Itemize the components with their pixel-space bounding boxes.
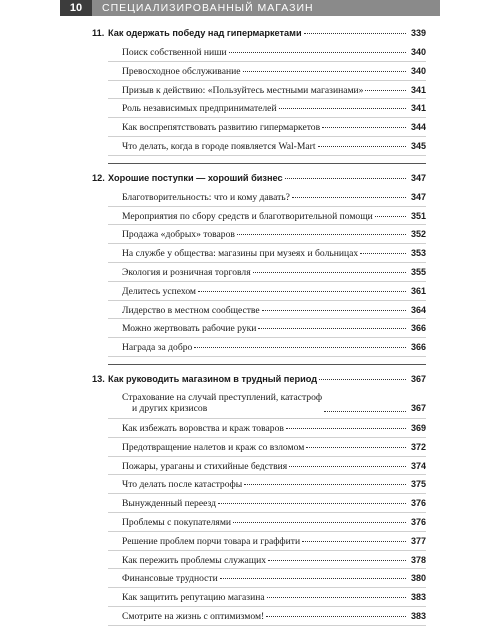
toc-entry[interactable] (108, 99, 426, 118)
entry-page: 372 (410, 441, 426, 452)
entry-title: Поиск собственной ниши (122, 47, 227, 58)
toc-entry[interactable] (108, 282, 426, 301)
toc-entry[interactable] (108, 438, 426, 457)
dot-leader (262, 310, 406, 311)
dot-leader (229, 52, 406, 53)
entry-title: Вынужденный переезд (122, 498, 216, 510)
dot-leader (292, 197, 406, 198)
dot-leader (198, 291, 406, 292)
dot-leader (318, 146, 407, 147)
entry-page: 355 (410, 266, 426, 277)
toc-entry[interactable] (108, 81, 426, 100)
toc-entry[interactable] (108, 188, 426, 207)
dot-leader (243, 71, 407, 72)
entry-page: 344 (410, 122, 426, 133)
entry-title: Что делать после катастрофы (122, 479, 243, 491)
chapter-title: Хорошие поступки — хороший бизнес (108, 172, 283, 183)
entry-page: 375 (410, 479, 426, 490)
toc-entry[interactable] (108, 475, 426, 494)
entry-title: Предотвращение налетов и краж со взломом (122, 441, 305, 453)
dot-leader (322, 127, 406, 128)
toc-entry[interactable] (108, 457, 426, 476)
chapter-page: 367 (410, 373, 426, 384)
running-title: СПЕЦИАЛИЗИРОВАННЫЙ МАГАЗИН (102, 2, 314, 14)
entry-title: Мероприятия по сбору средств и благотворительной помощи (122, 210, 373, 222)
toc-entry[interactable] (108, 389, 426, 419)
entry-title: Можно жертвовать рабочие руки (122, 323, 257, 335)
entry-page: 347 (410, 191, 426, 202)
toc-entry[interactable] (108, 207, 426, 226)
entry-page: 361 (410, 285, 426, 296)
entry-title: Как защитить репутацию магазина (122, 592, 265, 604)
toc-entry[interactable] (108, 607, 426, 626)
page-number: 10 (60, 0, 92, 16)
dot-leader (365, 90, 406, 91)
toc-entry[interactable] (108, 43, 426, 62)
dot-leader (375, 216, 406, 217)
entry-page: 367 (410, 402, 426, 413)
entry-title: Как избежать воровства и краж товаров (122, 422, 284, 434)
chapter-title: Как одержать победу над гипермаркетами (108, 28, 302, 38)
toc-entry[interactable] (108, 569, 426, 588)
chapter-13 (92, 370, 426, 626)
entry-page: 378 (410, 554, 426, 565)
dot-leader (286, 428, 406, 429)
entry-page: 341 (410, 103, 426, 114)
toc-entry[interactable] (108, 551, 426, 570)
toc-entry[interactable] (108, 419, 426, 438)
toc-entry[interactable] (108, 62, 426, 81)
entry-title: На службе у общества: магазины при музеях и больницах (122, 248, 359, 260)
entry-page: 366 (410, 342, 426, 353)
dot-leader (267, 597, 406, 598)
toc-entry[interactable] (108, 263, 426, 282)
entry-page: 345 (410, 140, 426, 151)
entry-page: 377 (410, 535, 426, 546)
dot-leader (253, 272, 406, 273)
running-header (60, 0, 440, 16)
entry-title: Роль независимых предпринимателей (122, 103, 277, 115)
entry-title: Как пережить проблемы служащих (122, 554, 267, 566)
chapter-title: Как руководить магазином в трудный период (108, 373, 318, 384)
entry-title-line2: и других кризисов (132, 402, 208, 414)
toc-entry[interactable] (108, 137, 426, 156)
toc-entry[interactable] (108, 118, 426, 137)
entry-title: Как воспрепятствовать развитию гипермаркетов (122, 122, 321, 134)
dot-leader (237, 234, 406, 235)
dot-leader (218, 503, 406, 504)
chapter-heading[interactable] (92, 24, 426, 43)
dot-leader (268, 560, 406, 561)
dot-leader (289, 466, 406, 467)
entry-page: 341 (410, 84, 426, 95)
chapter-page: 347 (410, 172, 426, 183)
chapter-divider (108, 364, 426, 365)
dot-leader (285, 178, 406, 179)
toc-entry[interactable] (108, 338, 426, 357)
toc-entry[interactable] (108, 244, 426, 263)
entry-page: 366 (410, 323, 426, 334)
chapter-divider (108, 163, 426, 164)
entry-page: 383 (410, 610, 426, 621)
entry-title: Лидерство в местном сообществе (122, 304, 260, 316)
entry-page: 369 (410, 422, 426, 433)
entry-page: 383 (410, 592, 426, 603)
entry-title: Пожары, ураганы и стихийные бедствия (122, 460, 288, 472)
entry-page: 376 (410, 498, 426, 509)
entry-page: 353 (410, 248, 426, 259)
chapter-12 (92, 169, 426, 357)
chapter-number: 11. (92, 28, 105, 38)
chapter-number: 12. (92, 172, 105, 183)
entry-title: Проблемы с покупателями (122, 516, 232, 528)
dot-leader (324, 411, 406, 412)
entry-title: Награда за добро (122, 342, 193, 354)
toc-entry[interactable] (108, 513, 426, 532)
dot-leader (302, 541, 406, 542)
dot-leader (304, 33, 406, 34)
entry-page: 374 (410, 460, 426, 471)
entry-page: 364 (410, 304, 426, 315)
entry-title: Решение проблем порчи товара и граффити (122, 535, 301, 547)
entry-title: Что делать, когда в городе появляется Wal-Mart (122, 140, 316, 152)
toc-entry[interactable] (108, 494, 426, 513)
entry-title: Смотрите на жизнь с оптимизмом! (122, 610, 265, 622)
entry-page: 340 (410, 47, 426, 57)
toc-entry[interactable] (108, 588, 426, 607)
dot-leader (360, 253, 406, 254)
entry-title: Призыв к действию: «Пользуйтесь местными магазинами» (122, 84, 364, 96)
entry-title: Превосходное обслуживание (122, 65, 241, 77)
entry-page: 352 (410, 229, 426, 240)
entry-title: Делитесь успехом (122, 285, 197, 297)
entry-title (122, 392, 322, 414)
chapter-heading[interactable] (92, 169, 426, 188)
entry-title: Продажа «добрых» товаров (122, 229, 235, 241)
toc-entry[interactable] (108, 319, 426, 338)
dot-leader (319, 379, 406, 380)
dot-leader (233, 522, 406, 523)
toc-entry[interactable] (108, 301, 426, 320)
entry-page: 340 (410, 65, 426, 76)
dot-leader (279, 108, 406, 109)
entry-page: 351 (410, 210, 426, 221)
chapter-heading[interactable] (92, 370, 426, 389)
entry-title: Благотворительность: что и кому давать? (122, 191, 290, 203)
dot-leader (306, 447, 406, 448)
entry-page: 376 (410, 516, 426, 527)
dot-leader (194, 347, 406, 348)
entry-page: 380 (410, 573, 426, 584)
dot-leader (244, 484, 406, 485)
dot-leader (258, 328, 406, 329)
toc-entry[interactable] (108, 225, 426, 244)
chapter-page: 339 (410, 28, 426, 38)
entry-title-line1: Страхование на случай преступлений, катастроф (122, 391, 323, 403)
chapter-number: 13. (92, 373, 105, 384)
table-of-contents (92, 24, 426, 626)
chapter-11 (92, 24, 426, 156)
entry-title: Финансовые трудности (122, 573, 218, 585)
dot-leader (220, 578, 406, 579)
dot-leader (266, 616, 406, 617)
toc-entry[interactable] (108, 532, 426, 551)
entry-title: Экология и розничная торговля (122, 266, 251, 278)
